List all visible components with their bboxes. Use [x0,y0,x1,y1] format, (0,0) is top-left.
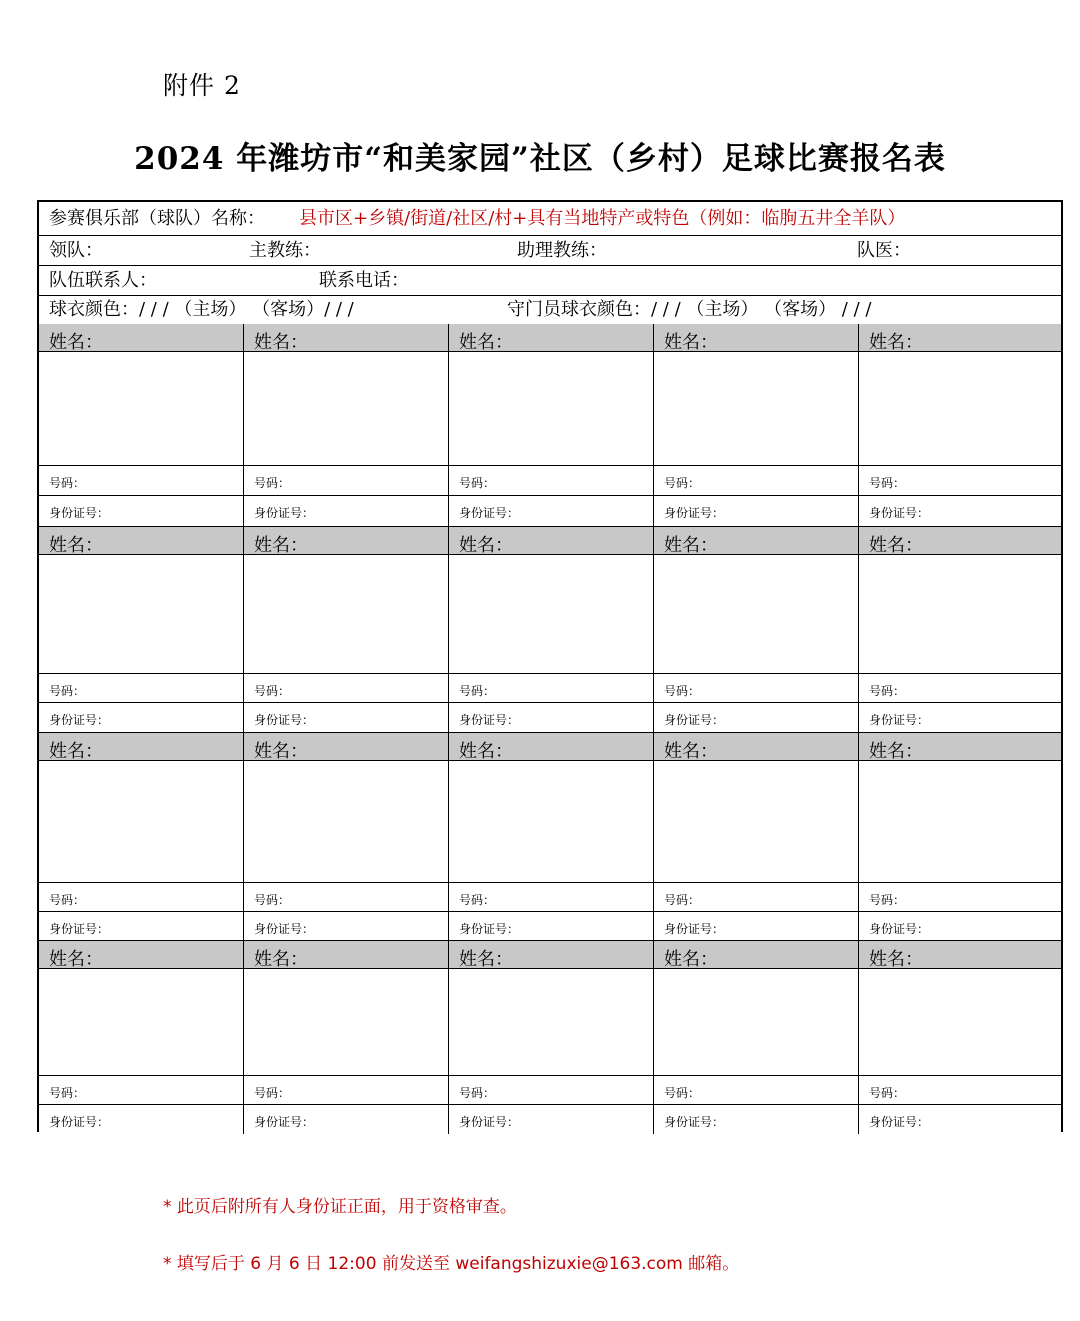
player-name-field[interactable]: 姓名： [449,941,653,969]
player-cell [244,733,449,941]
player-photo-box[interactable] [654,352,858,466]
player-name-field[interactable]: 姓名： [39,941,243,969]
player-name-field[interactable]: 姓名： [654,324,858,352]
player-id-field[interactable]: 身份证号： [664,1115,725,1129]
player-id-field[interactable]: 身份证号： [654,912,858,941]
jersey-color-label: 球衣颜色：/ / / （主场） （客场）/ / / [49,299,354,320]
player-number-field[interactable]: 号码： [244,674,448,703]
player-photo-box[interactable] [449,969,653,1076]
player-photo-box[interactable] [449,352,653,466]
player-cell [244,941,449,1134]
player-id-field[interactable]: 身份证号： [449,912,653,941]
player-id-field[interactable]: 身份证号： [869,1115,930,1129]
head-coach-label: 主教练： [249,240,321,261]
player-cell [859,527,1061,733]
goalkeeper-jersey-color-label: 守门员球衣颜色：/ / / （主场） （客场） / / / [507,299,872,320]
player-name-field[interactable]: 姓名： [654,733,858,761]
player-photo-box[interactable] [244,352,448,466]
player-name-field[interactable]: 姓名： [449,527,653,555]
player-id-field[interactable]: 身份证号： [449,496,653,527]
player-id-field[interactable]: 身份证号： [39,912,243,941]
assistant-coach-label: 助理教练： [517,240,607,261]
player-photo-box[interactable] [449,555,653,674]
player-cell [449,941,654,1134]
player-cell [39,941,244,1134]
player-number-field[interactable]: 号码： [654,674,858,703]
player-block [39,324,1061,527]
player-id-field[interactable]: 身份证号： [254,1115,315,1129]
player-cell [859,941,1061,1134]
player-name-field[interactable]: 姓名： [244,324,448,352]
player-name-field[interactable]: 姓名： [244,733,448,761]
player-block [39,527,1061,733]
player-cell [654,733,859,941]
player-number-field[interactable]: 号码： [244,883,448,912]
player-number-field[interactable]: 号码： [654,1076,858,1105]
player-name-field[interactable]: 姓名： [39,733,243,761]
player-number-field[interactable]: 号码： [39,674,243,703]
player-cell [449,527,654,733]
player-photo-box[interactable] [244,969,448,1076]
player-id-field[interactable]: 身份证号： [39,496,243,527]
club-name-label: 参赛俱乐部（球队）名称： [49,208,265,229]
player-number-field[interactable]: 号码： [859,1076,1061,1105]
player-photo-box[interactable] [859,761,1061,883]
player-number-field[interactable]: 号码： [449,674,653,703]
player-id-field[interactable]: 身份证号： [859,703,1061,733]
player-name-field[interactable]: 姓名： [449,324,653,352]
player-photo-box[interactable] [654,969,858,1076]
player-name-field[interactable]: 姓名： [654,527,858,555]
player-cell [654,941,859,1134]
player-name-field[interactable]: 姓名： [449,733,653,761]
player-number-field[interactable]: 号码： [654,883,858,912]
player-number-field[interactable]: 号码： [39,466,243,496]
jersey-row [39,295,1061,325]
player-photo-box[interactable] [859,352,1061,466]
player-photo-box[interactable] [39,761,243,883]
player-cell [449,733,654,941]
player-id-field[interactable]: 身份证号： [449,703,653,733]
player-name-field[interactable]: 姓名： [859,324,1061,352]
player-cell [859,324,1061,527]
player-name-field[interactable]: 姓名： [39,527,243,555]
player-block [39,733,1061,941]
player-id-field[interactable]: 身份证号： [49,1115,110,1129]
player-cell [39,733,244,941]
player-number-field[interactable]: 号码： [39,1076,243,1105]
player-cell [859,733,1061,941]
player-number-field[interactable]: 号码： [859,883,1061,912]
player-cell [654,324,859,527]
player-number-field[interactable]: 号码： [244,1076,448,1105]
player-id-field[interactable]: 身份证号： [244,912,448,941]
player-number-field[interactable]: 号码： [244,466,448,496]
player-photo-box[interactable] [244,555,448,674]
player-id-field[interactable]: 身份证号： [654,496,858,527]
note-id-card: * 此页后附所有人身份证正面，用于资格审查。 [163,1197,517,1217]
player-cell [39,527,244,733]
team-doctor-label: 队医： [857,240,911,261]
player-block [39,941,1061,1134]
contact-row [39,265,1061,296]
player-photo-box[interactable] [449,761,653,883]
player-number-field[interactable]: 号码： [654,466,858,496]
player-photo-box[interactable] [39,352,243,466]
player-cell [39,324,244,527]
player-number-field[interactable]: 号码： [39,883,243,912]
player-photo-box[interactable] [39,969,243,1076]
player-number-field[interactable]: 号码： [449,1076,653,1105]
player-cell [244,324,449,527]
player-photo-box[interactable] [859,969,1061,1076]
player-name-field[interactable]: 姓名： [654,941,858,969]
staff-row [39,235,1061,266]
leader-label: 领队： [49,240,103,261]
player-number-field[interactable]: 号码： [449,466,653,496]
player-id-field[interactable]: 身份证号： [244,703,448,733]
player-name-field[interactable]: 姓名： [859,733,1061,761]
player-number-field[interactable]: 号码： [449,883,653,912]
player-name-field[interactable]: 姓名： [859,527,1061,555]
player-number-field[interactable]: 号码： [859,674,1061,703]
player-id-field[interactable]: 身份证号： [244,496,448,527]
player-cell [244,527,449,733]
player-photo-box[interactable] [39,555,243,674]
player-id-field[interactable]: 身份证号： [859,496,1061,527]
contact-phone-label: 联系电话： [319,270,409,291]
player-photo-box[interactable] [654,555,858,674]
player-photo-box[interactable] [244,761,448,883]
note-submission: * 填写后于 6 月 6 日 12:00 前发送至 weifangshizuxie@163.com 邮箱。 [163,1254,740,1274]
player-cell [449,324,654,527]
page-title: 2024 年潍坊市“和美家园”社区（乡村）足球比赛报名表 [134,141,946,177]
player-photo-box[interactable] [654,761,858,883]
team-contact-label: 队伍联系人： [49,270,157,291]
player-id-field[interactable]: 身份证号： [654,703,858,733]
player-name-field[interactable]: 姓名： [244,527,448,555]
player-photo-box[interactable] [859,555,1061,674]
club-name-row [39,202,1061,236]
player-name-field[interactable]: 姓名： [39,324,243,352]
attachment-label: 附件 2 [163,71,241,100]
club-name-hint: 县市区+乡镇/街道/社区/村+具有当地特产或特色（例如：临朐五井全羊队） [299,208,906,229]
player-name-field[interactable]: 姓名： [859,941,1061,969]
player-number-field[interactable]: 号码： [859,466,1061,496]
player-name-field[interactable]: 姓名： [244,941,448,969]
player-cell [654,527,859,733]
registration-form [37,200,1063,1132]
player-id-field[interactable]: 身份证号： [39,703,243,733]
player-id-field[interactable]: 身份证号： [859,912,1061,941]
player-id-field[interactable]: 身份证号： [459,1115,520,1129]
